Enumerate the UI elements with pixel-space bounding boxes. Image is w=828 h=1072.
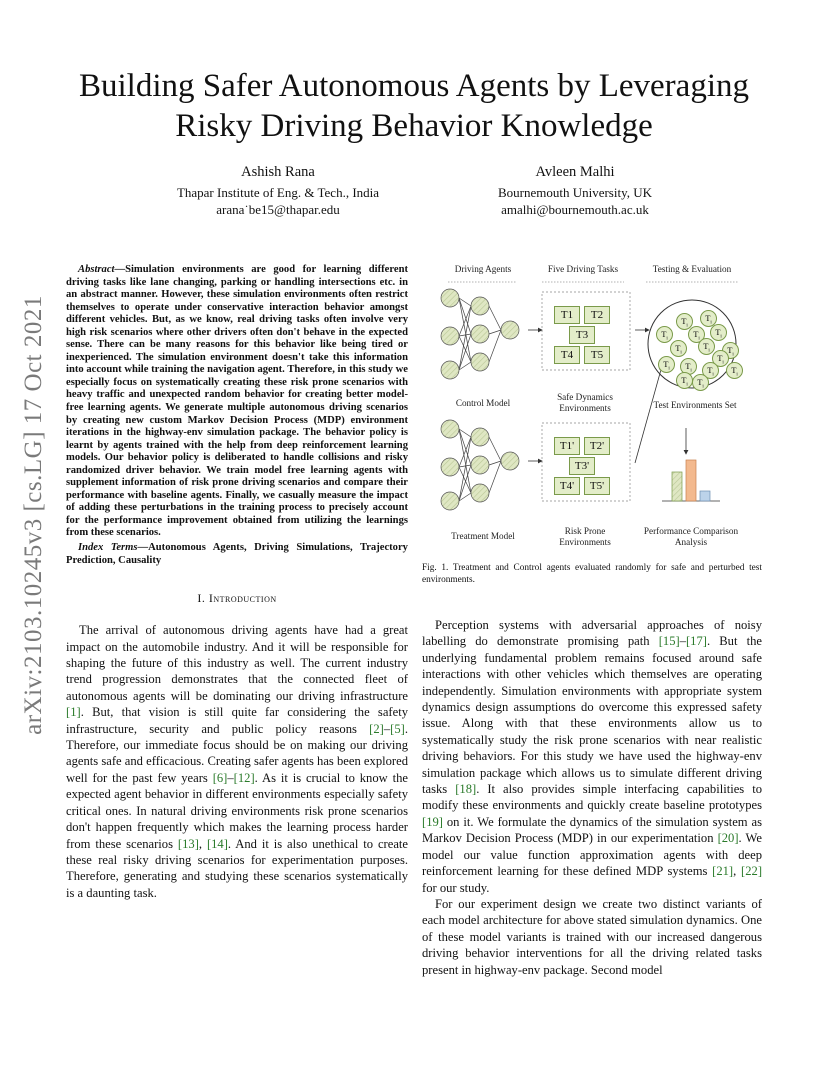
task-box: T3' bbox=[569, 457, 595, 475]
network-node bbox=[441, 420, 459, 438]
section-heading: I. Introduction bbox=[197, 591, 277, 606]
citation-link[interactable]: [18] bbox=[455, 782, 477, 797]
task-box: T1 bbox=[554, 306, 580, 324]
network-node bbox=[501, 452, 519, 470]
citation-link[interactable]: [15] bbox=[658, 634, 680, 649]
perf-bar-green bbox=[672, 472, 682, 501]
test-task-mark: $T_i$ bbox=[710, 324, 727, 341]
arxiv-identifier: arXiv:2103.10245v3 [cs.LG] 17 Oct 2021 bbox=[20, 295, 48, 735]
control-network bbox=[441, 289, 519, 379]
test-task-mark: $T_i$ bbox=[698, 338, 715, 355]
network-node bbox=[471, 353, 489, 371]
network-node bbox=[471, 484, 489, 502]
test-task-mark: $T_i$ bbox=[680, 358, 697, 375]
test-task-mark: $T_i$ bbox=[676, 372, 693, 389]
citation-link[interactable]: [20] bbox=[717, 831, 739, 846]
citation-link[interactable]: [12] bbox=[233, 770, 255, 785]
fig-label-treatment: Treatment Model bbox=[451, 531, 515, 541]
fig-label-test-set: Test Environments Set bbox=[653, 400, 737, 410]
task-box: T5 bbox=[584, 346, 610, 364]
left-column bbox=[66, 264, 408, 901]
test-task-mark: $T_i$ bbox=[676, 313, 693, 330]
test-task-mark: $T_i$ bbox=[726, 362, 743, 379]
figure-caption: Fig. 1. Treatment and Control agents evaluated randomly for safe and perturbed test environments. bbox=[422, 563, 762, 585]
task-box: T4 bbox=[554, 346, 580, 364]
citation-link[interactable]: [19] bbox=[422, 814, 443, 829]
fig-header-testing: Testing & Evaluation bbox=[652, 264, 732, 274]
citation-link[interactable]: [1] bbox=[66, 705, 81, 720]
fig-header-agents: Driving Agents bbox=[454, 264, 512, 274]
author-block-1 bbox=[148, 164, 408, 218]
task-box: T2' bbox=[584, 437, 610, 455]
author-block-2 bbox=[450, 164, 700, 218]
right-column bbox=[422, 617, 762, 978]
network-node bbox=[501, 321, 519, 339]
network-node bbox=[471, 456, 489, 474]
citation-link[interactable]: [2] bbox=[369, 721, 384, 736]
fig-label-safe-env: Safe Dynamics Environments bbox=[557, 392, 613, 413]
test-task-mark: $T_i$ bbox=[700, 310, 717, 327]
intro-paragraph-2: Perception systems with adversarial approaches of noisy labelling do demonstrate promising path [15]–[17]. But the underlying fundamental problem remains focused around safe interactions with other vehicles which themselves are operating independently. Simulation environments with appropriate system dynamics design assumptions do overcome this expressed safety issue. Along with that these environments allow us to systematically study the risk prone scenarios with near realistic driving behaviors. For this study we have used the highway-env simulation package which allows us to simulate different driving tasks [18]. It also provides simple interfacing capabilities to modify these environments and quickly create baseline prototypes [19] on it. We formulate the dynamics of the simulation system as Markov Decision Process (MDP) in our experimentation [20]. We model our value function approximation agents with deep reinforcement learning for these defined MDP systems [21], [22] for our study. bbox=[422, 618, 763, 895]
citation-link[interactable]: [5] bbox=[390, 721, 405, 736]
paper-title: Building Safer Autonomous Agents by Leveraging Risky Driving Behavior Knowledge bbox=[78, 68, 749, 144]
abstract-text: —Simulation environments are good for learning different driving tasks like lane changing, parking or handling intersections etc. in an abstract manner. However, these simulation environments often restrict themselves to operate under conservative interaction behavior amongst different vehicles. But, as we know, real driving tasks often involve very high risk scenarios where other drivers often don't behave in the expected sense. There can be many reasons for this behavior like being tired or inexperienced. The simulation environment doesn't take this information into account while training the navigation agent. Therefore, in this study we especially focus on systematically creating these risk prone scenarios with heavy traffic and unexpected random behavior for creating better model-free learning agents. We generate multiple autonomous driving scenarios by creating new custom Markov Decision Process (MDP) environment iterations in the highway-env simulation package. The behavior policy is learnt by agents trained with the help from deep reinforcement learning models. Our behavior policy is deliberated to handle collisions and risky randomized driver behavior. We train model free learning agents with supplement information of risk prone driving scenarios and compare their performance with baseline agents. Finally, we casually measure the impact of adding these perturbations in the training process to precisely account for the performance improvement obtained from utilizing the learnings from these scenarios. bbox=[66, 264, 408, 539]
task-box: T2 bbox=[584, 306, 610, 324]
test-task-mark: $T_i$ bbox=[692, 374, 709, 391]
task-box: T5' bbox=[584, 477, 610, 495]
fig-label-control: Control Model bbox=[455, 398, 511, 408]
task-box: T3 bbox=[569, 326, 595, 344]
test-task-mark: $T_i$ bbox=[688, 326, 705, 343]
network-node bbox=[471, 297, 489, 315]
citation-link[interactable]: [14] bbox=[206, 836, 228, 851]
arxiv-sidebar bbox=[8, 270, 60, 760]
network-node bbox=[471, 428, 489, 446]
citation-link[interactable]: [6] bbox=[212, 770, 228, 785]
test-task-mark: $T_i$ bbox=[722, 342, 739, 359]
network-node bbox=[441, 361, 459, 379]
abstract-label: Abstract bbox=[78, 264, 115, 275]
index-terms-text: —Autonomous Agents, Driving Simulations, Trajectory Prediction, Causality bbox=[66, 542, 408, 566]
author-affiliation: Bournemouth University, UK bbox=[497, 185, 653, 200]
author-affiliation: Thapar Institute of Eng. & Tech., India bbox=[176, 185, 380, 200]
author-email: amalhi@bournemouth.ac.uk bbox=[501, 202, 649, 217]
author-name: Avleen Malhi bbox=[535, 164, 615, 180]
intro-paragraph-1: The arrival of autonomous driving agents have had a great impact on the automobile industry. And it will be responsible for shaping the future of this industry as well. The current industry trend progression demonstrates that the connected fleet of autonomous agents will be dominating our driving infrastructure [1]. But, that vision is still quite far considering the safety infrastructure, security and public policy reasons [2]–[5]. Therefore, our immediate focus should be on making our driving agents safe and efficacious. Creating safer agents has been explored well for the past few years [6]–[12]. As it is crucial to know the expected agent behavior in different environments especially safety critical ones. In natural driving environments risk prone scenarios don't happen frequently which makes the learning process harder from these scenarios [13], [14]. And it is also unethical to create these real risky driving scenarios for experimentation purposes. Therefore, generating and studying these scenarios systematically is a daunting task. bbox=[66, 623, 409, 900]
author-name: Ashish Rana bbox=[241, 164, 315, 180]
citation-link[interactable]: [21] bbox=[712, 864, 734, 879]
citation-link[interactable]: [17] bbox=[685, 634, 707, 649]
fig-header-tasks: Five Driving Tasks bbox=[547, 264, 619, 274]
fig-label-perf: Performance Comparison Analysis bbox=[643, 526, 739, 547]
index-terms-label: Index Terms bbox=[78, 542, 138, 554]
index-terms bbox=[66, 542, 408, 567]
network-node bbox=[441, 289, 459, 307]
citation-link[interactable]: [22] bbox=[741, 864, 763, 879]
network-node bbox=[441, 327, 459, 345]
test-task-mark: $T_i$ bbox=[670, 340, 687, 357]
test-task-mark: $T_i$ bbox=[658, 356, 675, 373]
citation-link[interactable]: [13] bbox=[177, 836, 199, 851]
perf-bar-orange bbox=[686, 460, 696, 501]
treatment-network bbox=[441, 420, 519, 510]
test-task-mark: $T_i$ bbox=[712, 350, 729, 367]
fig-label-risky-env: Risk Prone Environments bbox=[559, 526, 611, 547]
intro-paragraph-3: For our experiment design we create two distinct variants of each model architecture for above stated simulation dynamics. One of these model variants is trained with our increased dangerous driving behavior interventions for all the driving related tasks present in highway-env package. Second model bbox=[422, 896, 762, 977]
network-node bbox=[441, 458, 459, 476]
task-box: T1' bbox=[554, 437, 580, 455]
test-task-mark: $T_i$ bbox=[656, 326, 673, 343]
network-node bbox=[471, 325, 489, 343]
figure-1 bbox=[430, 258, 776, 558]
task-box: T4' bbox=[554, 477, 580, 495]
author-email: arana˙be15@thapar.edu bbox=[216, 202, 340, 217]
network-node bbox=[441, 492, 459, 510]
abstract bbox=[66, 264, 408, 540]
test-set-circle bbox=[648, 300, 736, 388]
test-task-mark: $T_i$ bbox=[702, 362, 719, 379]
perf-bar-blue bbox=[700, 491, 710, 501]
